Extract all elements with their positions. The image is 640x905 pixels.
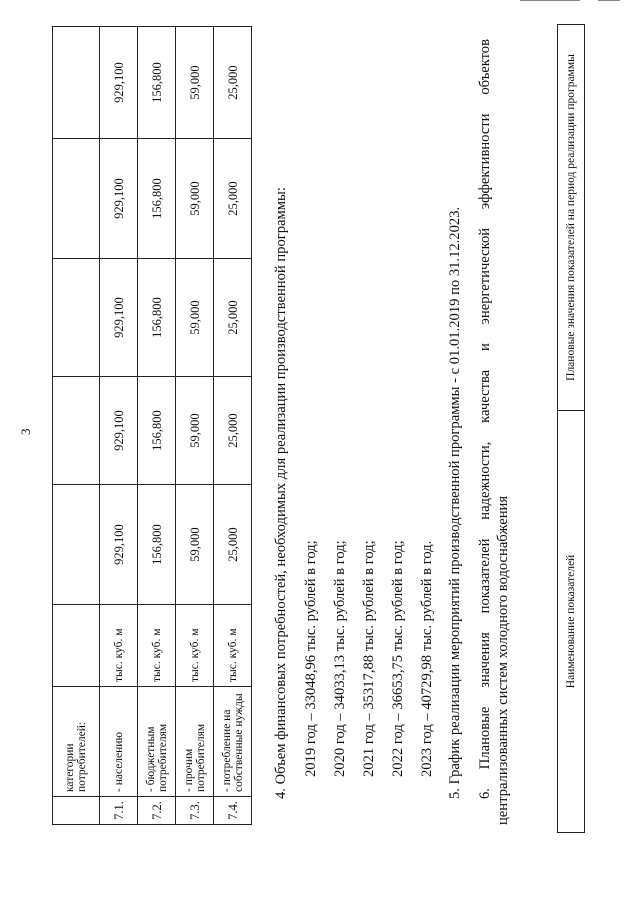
row-number: 7.4. — [214, 797, 252, 825]
section-6-title-continued: централизованных систем холодного водоснабжения — [495, 495, 511, 825]
row-value: 59,000 — [176, 377, 214, 485]
table-row — [214, 27, 252, 825]
row-number: 7.2. — [138, 797, 176, 825]
table-header-row — [558, 25, 585, 833]
table-row — [100, 27, 138, 825]
section-6-title: 6. Плановые значения показателей надежности, качества и энергетической эффективности объектов — [477, 39, 493, 799]
row-value: 59,000 — [176, 27, 214, 139]
row-value: 156,800 — [138, 259, 176, 377]
row-unit: тыс. куб. м — [176, 605, 214, 687]
row-value: 59,000 — [176, 259, 214, 377]
row-category: - населению — [100, 687, 138, 797]
row-unit: тыс. куб. м — [138, 605, 176, 687]
row-value: 25,000 — [214, 485, 252, 605]
row-number: 7.1. — [100, 797, 138, 825]
row-value: 25,000 — [214, 27, 252, 139]
row-unit: тыс. куб. м — [100, 605, 138, 687]
page-number: 3 — [18, 428, 33, 435]
row-value: 25,000 — [214, 259, 252, 377]
planned-values-header: Плановые значения показателей на период реализации программы — [558, 25, 585, 411]
row-value: 929,100 — [100, 259, 138, 377]
row-value: 25,000 — [214, 139, 252, 259]
row-unit: тыс. куб. м — [214, 605, 252, 687]
table-row — [176, 27, 214, 825]
row-value: 25,000 — [214, 377, 252, 485]
row-value: 929,100 — [100, 27, 138, 139]
row-value: 929,100 — [100, 139, 138, 259]
section-4-title: 4. Объем финансовых потребностей, необходимых для реализации производственной программы: — [273, 187, 289, 799]
section-5-text: 5. График реализации мероприятий производственной программы - с 01.01.2019 по 31.12.2023. — [447, 206, 463, 799]
row-category: - прочим потребителям — [176, 687, 214, 797]
financing-year-line: 2022 год – 36653,75 тыс. рублей в год; — [390, 540, 406, 777]
row-number: 7.3. — [176, 797, 214, 825]
indicators-table-header — [557, 24, 585, 833]
row-value: 156,800 — [138, 377, 176, 485]
row-value: 156,800 — [138, 27, 176, 139]
indicator-name-header: Наименование показателей — [558, 411, 585, 833]
financing-year-line: 2020 год – 34033,13 тыс. рублей в год; — [332, 540, 348, 777]
financing-year-line: 2021 год – 35317,88 тыс. рублей в год; — [361, 540, 377, 777]
table-row — [138, 27, 176, 825]
financing-year-line: 2023 год – 40729,98 тыс. рублей в год. — [419, 540, 435, 777]
row-value: 59,000 — [176, 139, 214, 259]
row-value: 156,800 — [138, 485, 176, 605]
category-header: категории потребителей: — [53, 687, 100, 797]
row-value: 929,100 — [100, 377, 138, 485]
table-header-row — [53, 27, 100, 825]
consumption-table — [52, 26, 252, 825]
row-category: - бюджетным потребителям — [138, 687, 176, 797]
row-category: - потребление на собственные нужды — [214, 687, 252, 797]
row-value: 59,000 — [176, 485, 214, 605]
financing-year-line: 2019 год – 33048,96 тыс. рублей в год; — [303, 540, 319, 777]
row-value: 929,100 — [100, 485, 138, 605]
row-value: 156,800 — [138, 139, 176, 259]
